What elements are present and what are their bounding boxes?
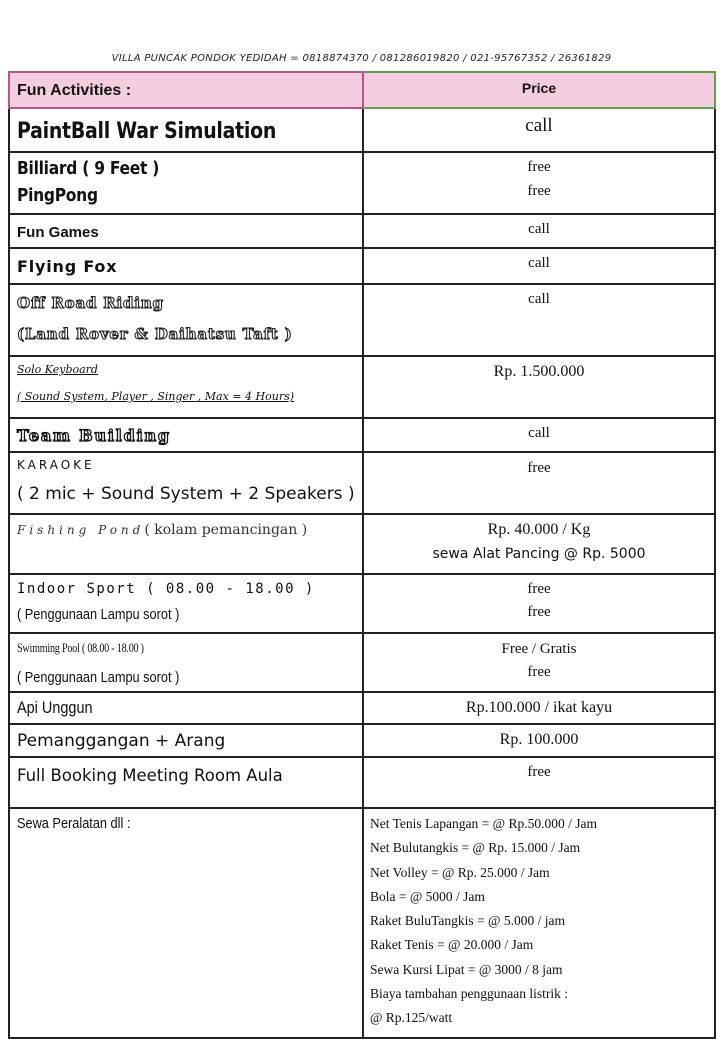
list-item: Net Volley = @ Rp. 25.000 / Jam xyxy=(370,864,550,880)
price-fishing-pond: Rp. 40.000 / Kg xyxy=(487,521,591,538)
activity-name-solo-keyboard: Solo Keyboard xyxy=(17,363,98,376)
activity-name-sewa-peralatan: Sewa Peralatan dll : xyxy=(17,815,131,832)
activity-name-pingpong: PingPong xyxy=(17,185,98,206)
activity-detail-fishing-pond: ( kolam pemancingan ) xyxy=(144,522,308,538)
activity-name-flying-fox: Flying Fox xyxy=(17,257,118,276)
activity-name-team-building: Team Building xyxy=(17,426,171,445)
price-billiard: free xyxy=(527,159,551,175)
list-item: Sewa Kursi Lipat = @ 3000 / 8 jam xyxy=(370,961,563,977)
activity-name-karaoke: KARAOKE xyxy=(17,458,95,472)
activity-name-billiard: Billiard ( 9 Feet ) xyxy=(17,158,160,179)
price-meeting-room: free xyxy=(527,764,551,780)
activity-name-pemanggangan: Pemanggangan + Arang xyxy=(17,731,226,751)
list-item: Raket BuluTangkis = @ 5.000 / jam xyxy=(370,913,565,929)
table-row xyxy=(9,214,715,248)
table-row xyxy=(9,633,715,692)
price-paintball: call xyxy=(525,115,553,136)
table-row xyxy=(9,152,715,214)
table-header-row xyxy=(9,72,715,108)
list-item: Raket Tenis = @ 20.000 / Jam xyxy=(370,937,534,953)
list-item: Net Bulutangkis = @ Rp. 15.000 / Jam xyxy=(370,840,581,856)
price-indoor-sport-lamp: free xyxy=(527,604,551,620)
table-row xyxy=(9,574,715,633)
list-item: Bola = @ 5000 / Jam xyxy=(370,888,485,904)
table-row xyxy=(9,356,715,418)
price-swimming-pool-lamp: free xyxy=(527,664,551,680)
activities-price-table xyxy=(8,71,716,1039)
header-price-label: Price xyxy=(521,80,557,96)
list-item: @ Rp.125/watt xyxy=(370,1010,453,1026)
table-row xyxy=(9,808,715,1038)
price-karaoke: free xyxy=(527,460,551,476)
price-api-unggun: Rp.100.000 / ikat kayu xyxy=(465,699,613,716)
activity-name-meeting-room: Full Booking Meeting Room Aula xyxy=(17,766,283,785)
price-flying-fox: call xyxy=(528,255,550,271)
table-row xyxy=(9,452,715,514)
activity-name-off-road: Off Road Riding xyxy=(17,294,164,312)
price-swimming-pool: Free / Gratis xyxy=(501,641,577,657)
table-row xyxy=(9,757,715,808)
contact-header: VILLA PUNCAK PONDOK YEDIDAH = 0818874370 / 081286019820 / 021-95767352 / 26361829 xyxy=(111,53,612,64)
activity-name-paintball: PaintBall War Simulation xyxy=(17,119,277,144)
price-solo-keyboard: Rp. 1.500.000 xyxy=(493,363,585,380)
table-row xyxy=(9,692,715,724)
price-fun-games: call xyxy=(528,221,550,237)
activity-detail-solo-keyboard: ( Sound System, Player , Singer , Max = 4 Hours) xyxy=(17,390,295,403)
activity-detail-karaoke: ( 2 mic + Sound System + 2 Speakers ) xyxy=(17,484,355,504)
price-off-road: call xyxy=(528,291,550,307)
header-price-cell xyxy=(363,72,715,108)
price-fishing-rod-rental: sewa Alat Pancing @ Rp. 5000 xyxy=(432,546,646,562)
table-row xyxy=(9,514,715,574)
price-team-building: call xyxy=(528,425,550,441)
activity-name-indoor-sport: Indoor Sport ( 08.00 - 18.00 ) xyxy=(17,581,315,597)
table-row xyxy=(9,248,715,284)
activity-name-off-road-vehicles: (Land Rover & Daihatsu Taft ) xyxy=(17,325,293,343)
price-pemanggangan: Rp. 100.000 xyxy=(499,731,579,748)
table-row xyxy=(9,108,715,152)
activity-detail-swimming-pool: ( Penggunaan Lampu sorot ) xyxy=(17,669,180,686)
table-row xyxy=(9,418,715,452)
activity-detail-indoor-sport: ( Penggunaan Lampu sorot ) xyxy=(17,606,180,623)
list-item: Net Tenis Lapangan = @ Rp.50.000 / Jam xyxy=(370,816,597,831)
activity-name-fun-games: Fun Games xyxy=(17,224,99,241)
table-row xyxy=(9,284,715,356)
activity-name-api-unggun: Api Unggun xyxy=(17,698,93,717)
price-indoor-sport: free xyxy=(527,581,551,597)
header-activities-label: Fun Activities : xyxy=(17,82,132,99)
price-pingpong: free xyxy=(527,183,551,199)
list-item: Biaya tambahan penggunaan listrik : xyxy=(370,986,568,1002)
activity-name-fishing-pond: Fishing Pond xyxy=(17,523,145,537)
activity-name-swimming-pool: Swimming Pool ( 08.00 - 18.00 ) xyxy=(17,640,144,655)
header-activities-cell xyxy=(9,72,363,108)
table-row xyxy=(9,724,715,757)
